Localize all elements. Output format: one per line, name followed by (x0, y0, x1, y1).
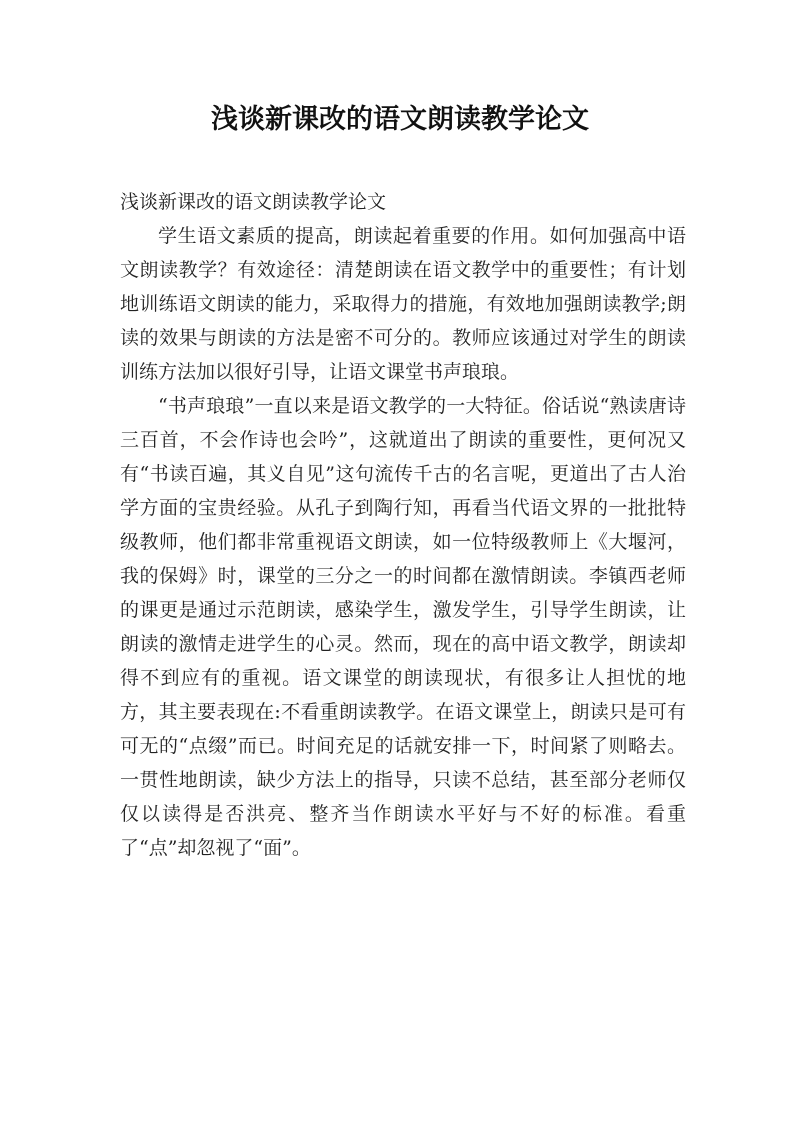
document-title: 浅谈新课改的语文朗读教学论文 (211, 104, 589, 135)
document-body (120, 185, 686, 865)
paragraph-2: “书声琅琅”一直以来是语文教学的一大特征。俗话说“熟读唐诗三百首，不会作诗也会吟”，这就道出了朗读的重要性，更何况又有“书读百遍，其义自见”这句流传千古的名言呢，更道出了古人治学方面的宝贵经验。从孔子到陶行知，再看当代语文界的一批批特级教师，他们都非常重视语文朗读，如一位特级教师上《大堰河，我的保姆》时，课堂的三分之一的时间都在激情朗读。李镇西老师的课更是通过示范朗读，感染学生，激发学生，引导学生朗读，让朗读的激情走进学生的心灵。然而，现在的高中语文教学，朗读却得不到应有的重视。语文课堂的朗读现状，有很多让人担忧的地方，其主要表现在:不看重朗读教学。在语文课堂上，朗读只是可有可无的“点缀”而已。时间充足的话就安排一下，时间紧了则略去。一贯性地朗读，缺少方法上的指导，只读不总结，甚至部分老师仅仅以读得是否洪亮、整齐当作朗读水平好与不好的标准。看重了“点”却忽视了“面”。 (120, 395, 686, 859)
document-subtitle: 浅谈新课改的语文朗读教学论文 (120, 191, 387, 213)
paragraph-1: 学生语文素质的提高，朗读起着重要的作用。如何加强高中语文朗读教学？有效途径：清楚朗读在语文教学中的重要性；有计划地训练语文朗读的能力，采取得力的措施，有效地加强朗读教学;朗读的效果与朗读的方法是密不可分的。教师应该通过对学生的朗读训练方法加以很好引导，让语文课堂书声琅琅。 (120, 225, 686, 383)
